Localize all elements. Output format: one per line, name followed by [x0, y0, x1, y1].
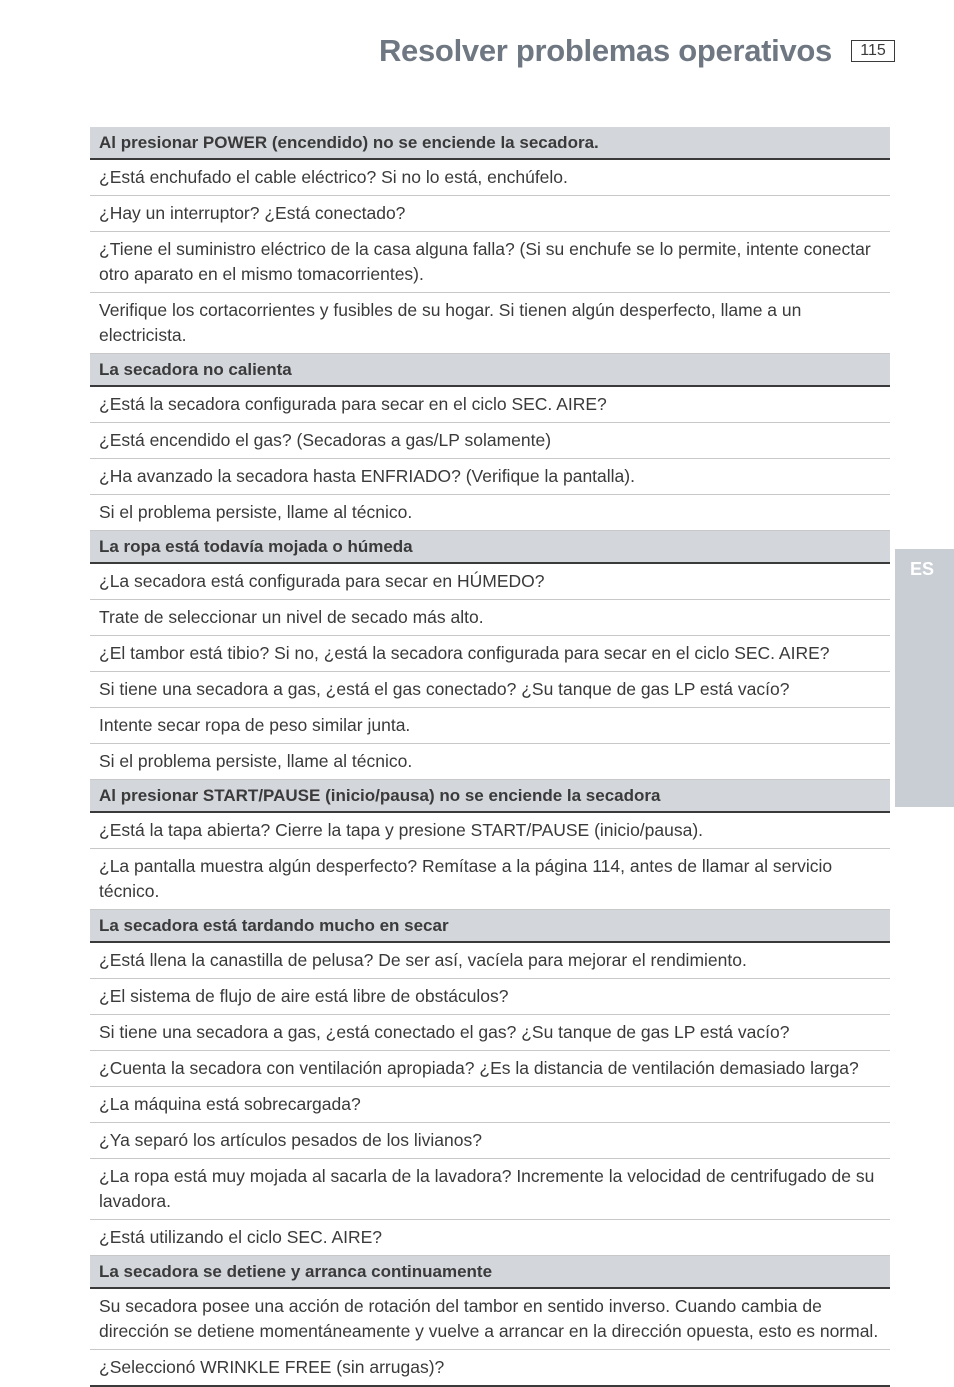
table-row: ¿La máquina está sobrecargada? [90, 1087, 890, 1123]
table-row: ¿Está la tapa abierta? Cierre la tapa y presione START/PAUSE (inicio/pausa). [90, 813, 890, 849]
section-heading: Al presionar START/PAUSE (inicio/pausa) no se enciende la secadora [90, 780, 890, 813]
table-row: Si el problema persiste, llame al técnico. [90, 744, 890, 780]
language-tab [895, 549, 954, 807]
section-heading: La secadora está tardando mucho en secar [90, 910, 890, 943]
table-row: Si el problema persiste, llame al técnico. [90, 495, 890, 531]
table-row: Si tiene una secadora a gas, ¿está conectado el gas? ¿Su tanque de gas LP está vacío? [90, 1015, 890, 1051]
table-row: ¿El tambor está tibio? Si no, ¿está la secadora configurada para secar en el ciclo SEC. AIRE? [90, 636, 890, 672]
section-heading: La secadora se detiene y arranca continuamente [90, 1256, 890, 1289]
table-row: Su secadora posee una acción de rotación del tambor en sentido inverso. Cuando cambia de dirección se detiene momentáneamente y vuelve a arrancar en la dirección opuesta, esto es normal. [90, 1289, 890, 1350]
table-row: ¿Está utilizando el ciclo SEC. AIRE? [90, 1220, 890, 1256]
table-row: ¿El sistema de flujo de aire está libre de obstáculos? [90, 979, 890, 1015]
page-number: 115 [851, 40, 895, 62]
table-row: Trate de seleccionar un nivel de secado más alto. [90, 600, 890, 636]
page-title: Resolver problemas operativos [378, 33, 832, 68]
table-row: ¿Está la secadora configurada para secar en el ciclo SEC. AIRE? [90, 387, 890, 423]
table-row: ¿Está encendido el gas? (Secadoras a gas/LP solamente) [90, 423, 890, 459]
table-row: Verifique los cortacorrientes y fusibles de su hogar. Si tienen algún desperfecto, llame a un electricista. [90, 293, 890, 354]
language-tab-label: ES [910, 559, 935, 579]
table-row: ¿Está llena la canastilla de pelusa? De ser así, vacíela para mejorar el rendimiento. [90, 943, 890, 979]
table-row: ¿Cuenta la secadora con ventilación apropiada? ¿Es la distancia de ventilación demasiado larga? [90, 1051, 890, 1087]
troubleshooting-table [90, 127, 890, 1387]
table-row: ¿Está enchufado el cable eléctrico? Si no lo está, enchúfelo. [90, 160, 890, 196]
table-row: ¿Seleccionó WRINKLE FREE (sin arrugas)? [90, 1350, 890, 1387]
table-row: ¿La ropa está muy mojada al sacarla de la lavadora? Incremente la velocidad de centrifugado de su lavadora. [90, 1159, 890, 1220]
section-heading: La secadora no calienta [90, 354, 890, 387]
table-row: ¿Ha avanzado la secadora hasta ENFRIADO? (Verifique la pantalla). [90, 459, 890, 495]
table-row: ¿La pantalla muestra algún desperfecto? Remítase a la página 114, antes de llamar al servicio técnico. [90, 849, 890, 910]
table-row: ¿Ya separó los artículos pesados de los livianos? [90, 1123, 890, 1159]
table-row: Intente secar ropa de peso similar junta. [90, 708, 890, 744]
table-row: Si tiene una secadora a gas, ¿está el gas conectado? ¿Su tanque de gas LP está vacío? [90, 672, 890, 708]
table-row: ¿Tiene el suministro eléctrico de la casa alguna falla? (Si su enchufe se lo permite, intente conectar otro aparato en el mismo tomacorrientes). [90, 232, 890, 293]
table-row: ¿Hay un interruptor? ¿Está conectado? [90, 196, 890, 232]
table-row: ¿La secadora está configurada para secar en HÚMEDO? [90, 564, 890, 600]
section-heading: Al presionar POWER (encendido) no se enciende la secadora. [90, 127, 890, 160]
section-heading: La ropa está todavía mojada o húmeda [90, 531, 890, 564]
